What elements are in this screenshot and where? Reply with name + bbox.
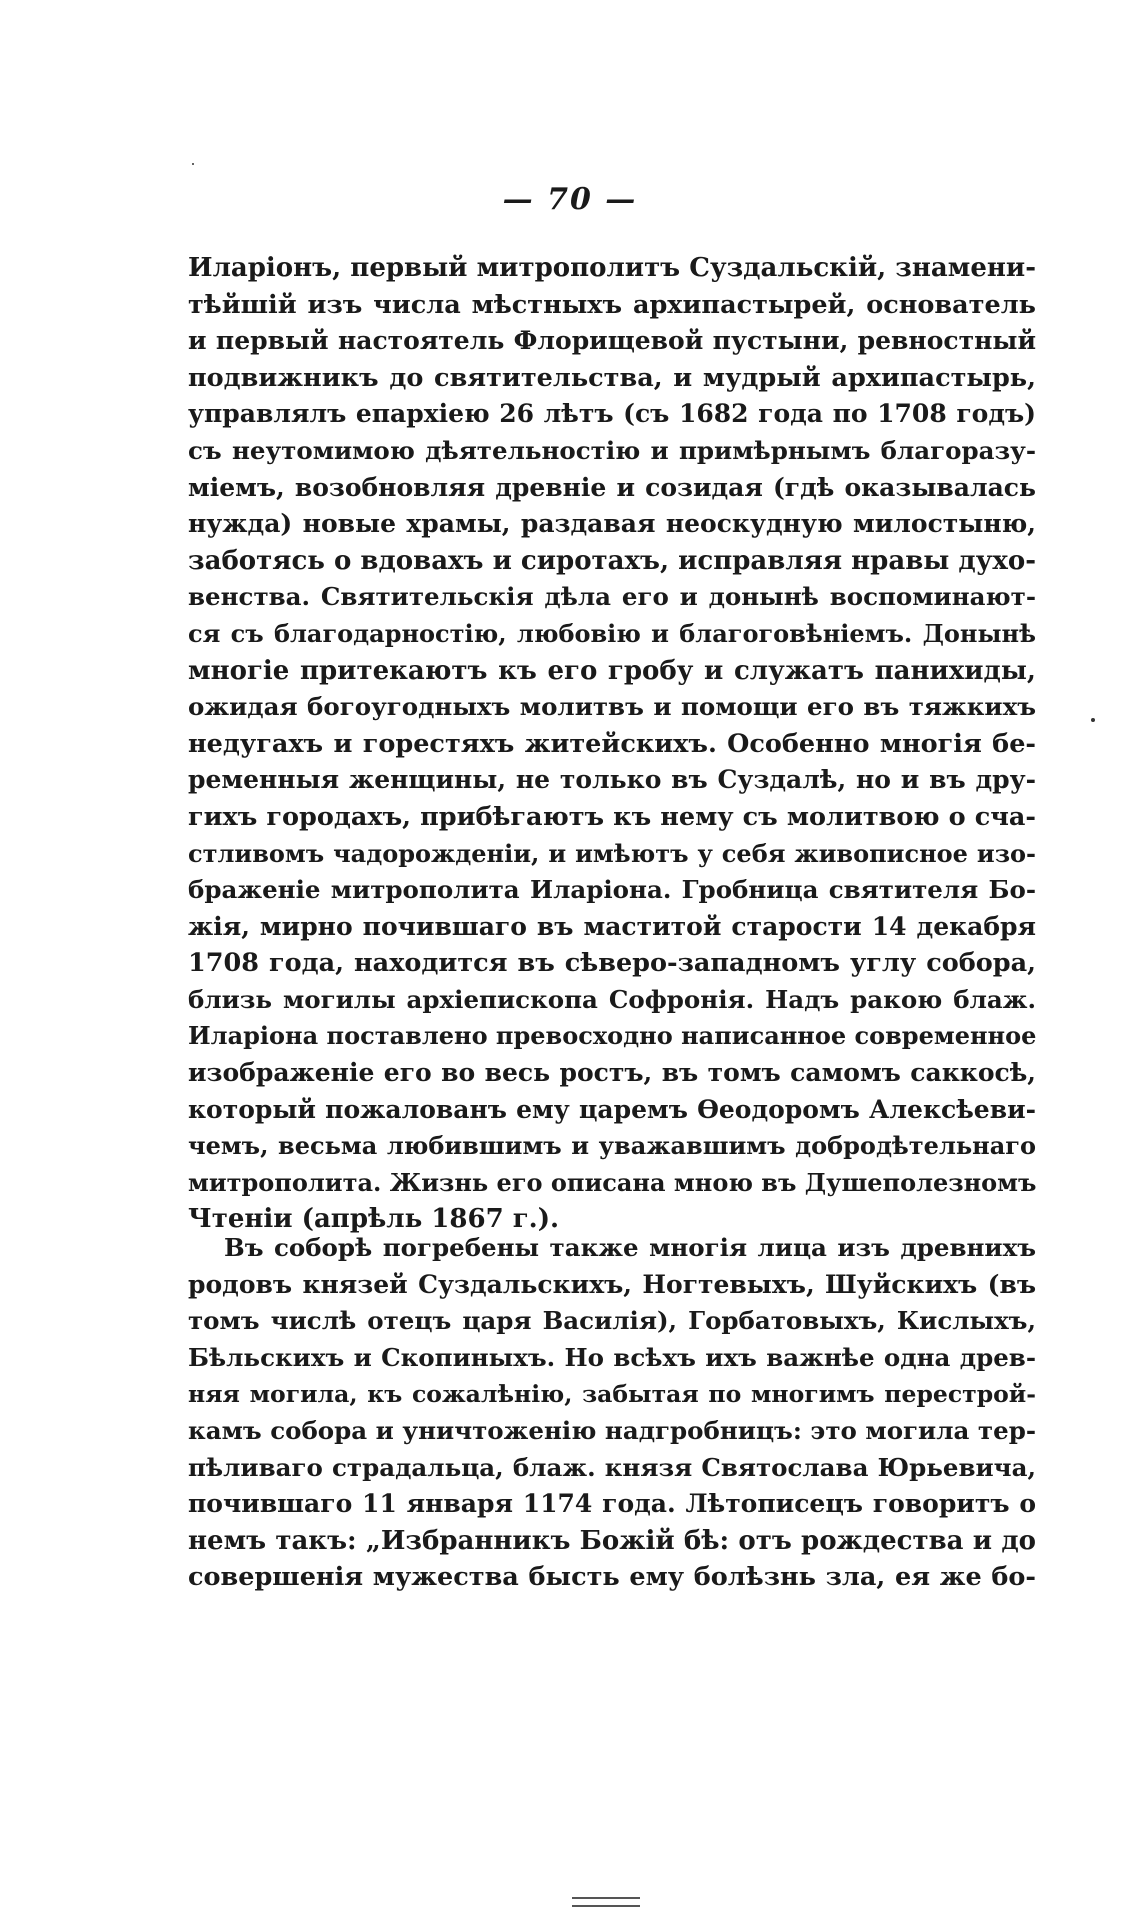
text-line: 1708 года, находится въ сѣверо-западномъ углу собора, bbox=[188, 948, 1036, 979]
text-line: недугахъ и горестяхъ житейскихъ. Особенно многія бе- bbox=[188, 728, 1036, 759]
page-number: — 70 — bbox=[502, 182, 638, 217]
paragraph-1 bbox=[188, 250, 1036, 1238]
text-line: камъ собора и уничтоженію надгробницъ: это могила тер- bbox=[188, 1415, 1036, 1445]
text-line: управлялъ епархіею 26 лѣтъ (съ 1682 года по 1708 годъ) bbox=[188, 399, 1036, 429]
text-line: Бѣльскихъ и Скопиныхъ. Но всѣхъ ихъ важнѣе одна древ- bbox=[188, 1342, 1036, 1372]
text-line: чемъ, весьма любившимъ и уважавшимъ добродѣтельнаго bbox=[188, 1131, 1036, 1161]
text-line: заботясь о вдовахъ и сиротахъ, исправляя нравы духо- bbox=[188, 545, 1036, 576]
text-line: подвижникъ до святительства, и мудрый архипастырь, bbox=[188, 362, 1036, 393]
text-line: венства. Святительскія дѣла его и донынѣ воспоминают- bbox=[188, 582, 1036, 612]
text-line: міемъ, возобновляя древніе и созидая (гдѣ оказывалась bbox=[188, 472, 1036, 502]
text-line: немъ такъ: „Избранникъ Божій бѣ: отъ рождества и до bbox=[188, 1525, 1036, 1556]
text-line: няя могила, къ сожалѣнію, забытая по многимъ перестрой- bbox=[188, 1380, 1036, 1409]
text-line: ременныя женщины, не только въ Суздалѣ, но и въ дру- bbox=[188, 765, 1036, 795]
text-line: съ неутомимою дѣятельностію и примѣрнымъ благоразу- bbox=[188, 435, 1036, 465]
text-line: жія, мирно почившаго въ маститой старости 14 декабря bbox=[188, 911, 1036, 941]
text-line: который пожалованъ ему царемъ Ѳеодоромъ Алексѣеви- bbox=[188, 1094, 1036, 1124]
text-line: Иларіонъ, первый митрополитъ Суздальскій, знамени- bbox=[188, 253, 1036, 283]
page-bottom-mark bbox=[572, 1897, 640, 1907]
print-speck bbox=[192, 163, 194, 165]
text-line: митрополита. Жизнь его описана мною въ Душеполезномъ bbox=[188, 1167, 1036, 1197]
text-line: многіе притекаютъ къ его гробу и служатъ панихиды, bbox=[188, 655, 1036, 686]
text-line: нужда) новые храмы, раздавая неоскудную милостыню, bbox=[188, 509, 1036, 539]
text-line: томъ числѣ отецъ царя Василія), Горбатовыхъ, Кислыхъ, bbox=[188, 1306, 1036, 1336]
text-line: совершенія мужества бысть ему болѣзнь зла, ея же бо- bbox=[188, 1562, 1036, 1593]
text-line: почившаго 11 января 1174 года. Лѣтописецъ говоритъ о bbox=[188, 1489, 1036, 1519]
text-line: родовъ князей Суздальскихъ, Ногтевыхъ, Шуйскихъ (въ bbox=[188, 1269, 1036, 1299]
text-line: изображеніе его во весь ростъ, въ томъ самомъ саккосѣ, bbox=[188, 1058, 1036, 1088]
text-line: Чтеніи (апрѣль 1867 г.). bbox=[188, 1204, 560, 1235]
text-line: ся съ благодарностію, любовію и благоговѣніемъ. Донынѣ bbox=[188, 618, 1036, 648]
print-speck bbox=[1091, 718, 1095, 722]
text-line: ожидая богоугодныхъ молитвъ и помощи его въ тяжкихъ bbox=[188, 692, 1036, 722]
text-line: гихъ городахъ, прибѣгаютъ къ нему съ молитвою о сча- bbox=[188, 801, 1036, 832]
text-line: близь могилы архіепископа Софронія. Надъ ракою блаж. bbox=[188, 984, 1036, 1014]
text-line: стливомъ чадорожденіи, и имѣютъ у себя живописное изо- bbox=[188, 838, 1036, 868]
text-line: и первый настоятель Флорищевой пустыни, ревностный bbox=[188, 326, 1036, 356]
text-line: браженіе митрополита Иларіона. Гробница святителя Бо- bbox=[188, 875, 1036, 905]
paragraph-2 bbox=[188, 1230, 1036, 1596]
text-line: Въ соборѣ погребены также многія лица изъ древнихъ bbox=[224, 1233, 1036, 1262]
text-line: пѣливаго страдальца, блаж. князя Святослава Юрьевича, bbox=[188, 1452, 1036, 1482]
text-line: Иларіона поставлено превосходно написанное современное bbox=[188, 1021, 1036, 1051]
text-line: тѣйшій изъ числа мѣстныхъ архипастырей, основатель bbox=[188, 289, 1036, 320]
